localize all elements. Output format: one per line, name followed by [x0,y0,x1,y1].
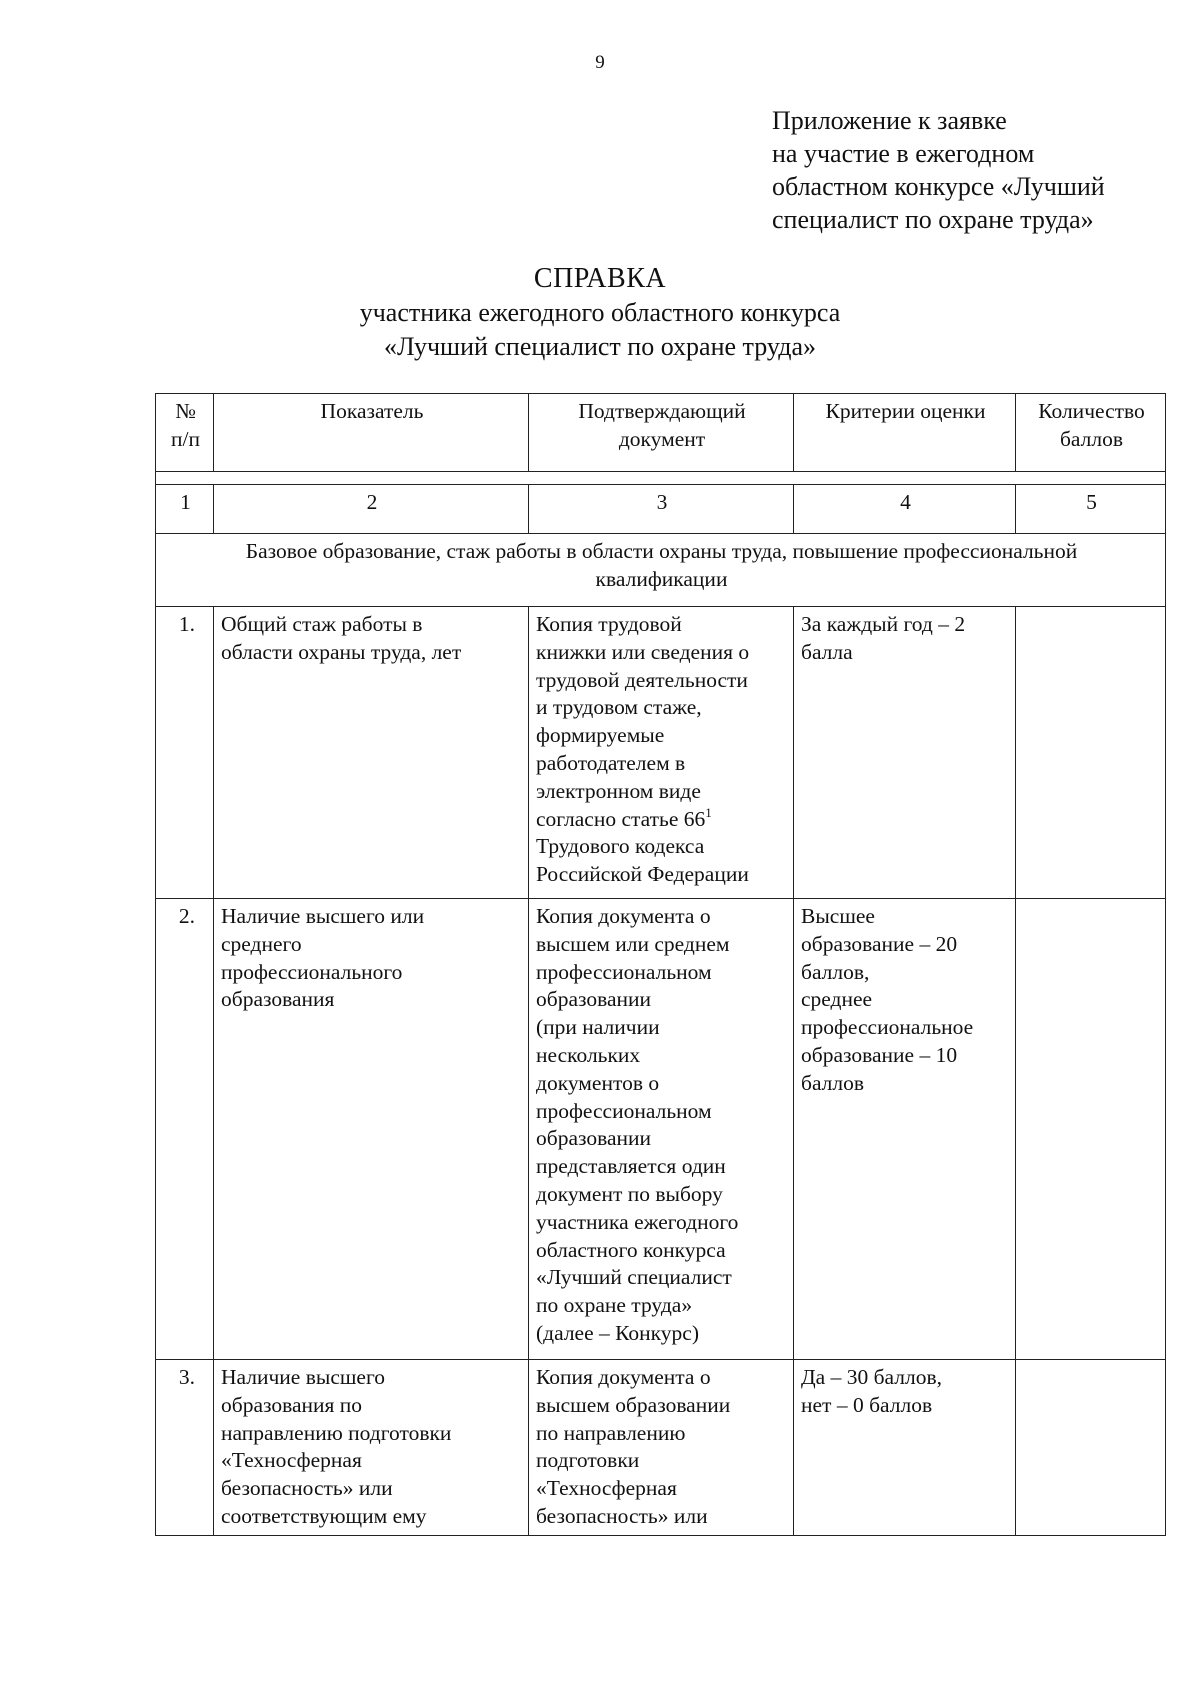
appendix-line: Приложение к заявке [772,106,1007,135]
document-title: СПРАВКА [533,263,667,294]
column-number: 1 [156,485,214,534]
table-row [156,1360,1166,1536]
section-title: Базовое образование, стаж работы в области охраны труда, повышение профессиональной квалификации [156,534,1166,607]
column-number: 4 [794,485,1016,534]
page-number: 9 [595,52,605,73]
row-indicator: Наличие высшего или среднего профессионального образования [214,899,529,1360]
appendix-line: специалист по охране труда» [772,205,1094,234]
table-row [156,899,1166,1360]
row-indicator: Наличие высшего образования по направлению подготовки «Техносферная безопасность» или соответствующим ему [214,1360,529,1536]
row-score [1016,607,1166,899]
appendix-line: областном конкурсе «Лучший [772,172,1105,201]
section-header-row [156,534,1166,607]
row-score [1016,899,1166,1360]
column-number: 5 [1016,485,1166,534]
row-criteria: Высшее образование – 20 баллов, среднее профессиональное образование – 10 баллов [794,899,1016,1360]
column-number-row [156,485,1166,534]
criteria-table [155,393,1166,1536]
column-number: 2 [214,485,529,534]
appendix-line: на участие в ежегодном [772,139,1035,168]
table-row [156,607,1166,899]
document-text: согласно статье 66 [536,806,706,831]
row-number: 2. [156,899,214,1360]
row-number: 1. [156,607,214,899]
document-subtitle-line: «Лучший специалист по охране труда» [383,332,817,361]
header-cell-indicator: Показатель [214,394,529,472]
header-cell-criteria: Критерии оценки [794,394,1016,472]
table-gap [156,472,1166,485]
criteria-table-container [155,393,1166,1536]
appendix-note [772,104,1105,236]
column-number: 3 [529,485,794,534]
header-cell-document: Подтверждающий документ [529,394,794,472]
row-document: Копия документа о высшем образовании по направлению подготовки «Техносферная безопасность» или [529,1360,794,1536]
row-criteria: За каждый год – 2 балла [794,607,1016,899]
footnote-marker: 1 [705,804,712,820]
row-criteria: Да – 30 баллов, нет – 0 баллов [794,1360,1016,1536]
document-heading [0,262,1200,364]
row-document: Копия документа о высшем или среднем профессиональном образовании (при наличии нескольких документов о профессиональном образовании представляется один документ по выбору участника ежегодного областного конкурса «Лучший специалист по охране труда» (далее – Конкурс) [529,899,794,1360]
row-number: 3. [156,1360,214,1536]
table-header-row [156,394,1166,472]
row-document: Копия трудовой книжки или сведения о трудовой деятельности и трудовом стаже, формируемые работодателем в электронном виде согласно статье $66^1$ Трудового кодекса Российской Федерации [529,607,794,899]
header-cell-score: Количество баллов [1016,394,1166,472]
header-cell-number: № п/п [156,394,214,472]
document-subtitle-line: участника ежегодного областного конкурса [359,298,841,327]
row-score [1016,1360,1166,1536]
row-indicator: Общий стаж работы в области охраны труда, лет [214,607,529,899]
